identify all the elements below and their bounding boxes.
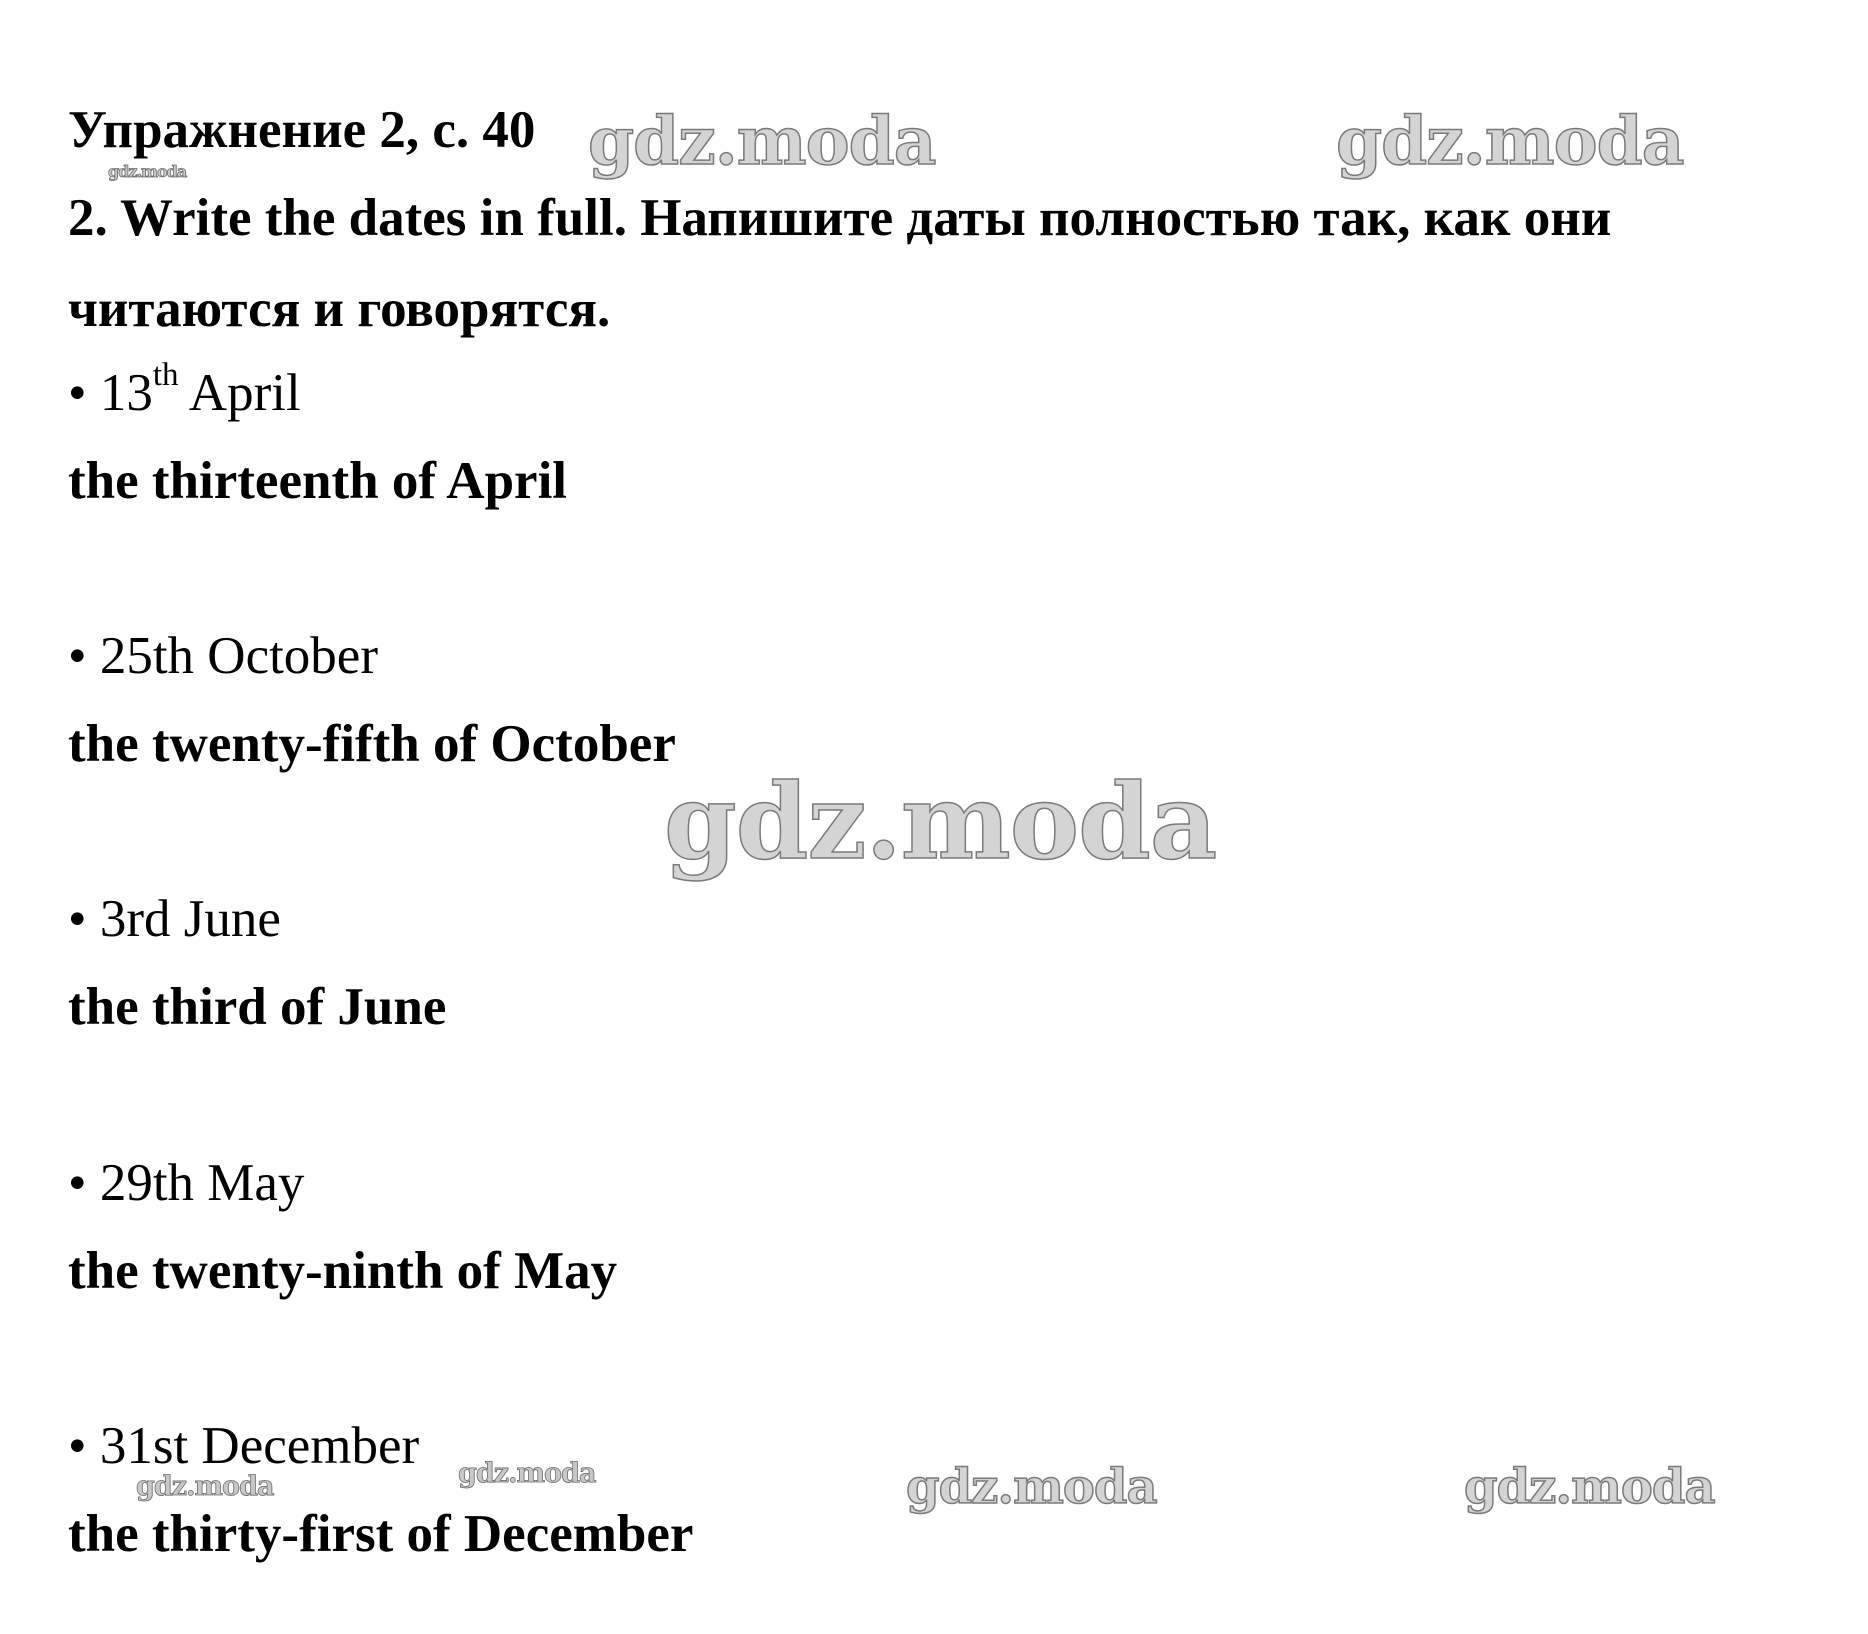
answer-5: the thirty-first of December — [68, 1505, 694, 1563]
watermark: gdz.moda — [588, 102, 936, 180]
date-item-5 — [68, 1417, 420, 1475]
bullet: • — [68, 1417, 100, 1475]
date-item-3 — [68, 890, 281, 948]
date-item-2 — [68, 627, 378, 685]
bullet: • — [68, 627, 100, 685]
answer-1: the thirteenth of April — [68, 452, 568, 510]
answer-2: the twenty-fifth of October — [68, 715, 676, 773]
date-text: 25th October — [99, 627, 378, 685]
bullet: • — [68, 364, 100, 422]
answer-3: the third of June — [68, 978, 447, 1036]
watermark: gdz.moda — [136, 1471, 274, 1502]
watermark: gdz.moda — [1464, 1459, 1715, 1515]
date-number: 13 — [99, 364, 153, 422]
watermark: gdz.moda — [664, 760, 1217, 883]
watermark: gdz.moda — [906, 1459, 1157, 1515]
date-item-4 — [68, 1154, 305, 1212]
watermark: gdz.moda — [458, 1458, 596, 1489]
bullet: • — [68, 890, 100, 948]
date-month: April — [178, 364, 301, 422]
date-item-1 — [68, 357, 301, 422]
date-suffix: th — [152, 357, 179, 394]
answer-4: the twenty-ninth of May — [68, 1242, 618, 1300]
date-text: 3rd June — [99, 890, 281, 948]
instruction-line-2: читаются и говорятся. — [68, 280, 611, 338]
date-text: 29th May — [99, 1154, 305, 1212]
bullet: • — [68, 1154, 100, 1212]
watermark: gdz.moda — [1336, 102, 1684, 180]
exercise-title: Упражнение 2, с. 40 — [68, 101, 536, 159]
date-text: 31st December — [99, 1417, 420, 1475]
watermark: gdz.moda — [108, 162, 187, 181]
instruction-line-1: 2. Write the dates in full. Напишите даты полностью так, как они — [68, 189, 1612, 247]
